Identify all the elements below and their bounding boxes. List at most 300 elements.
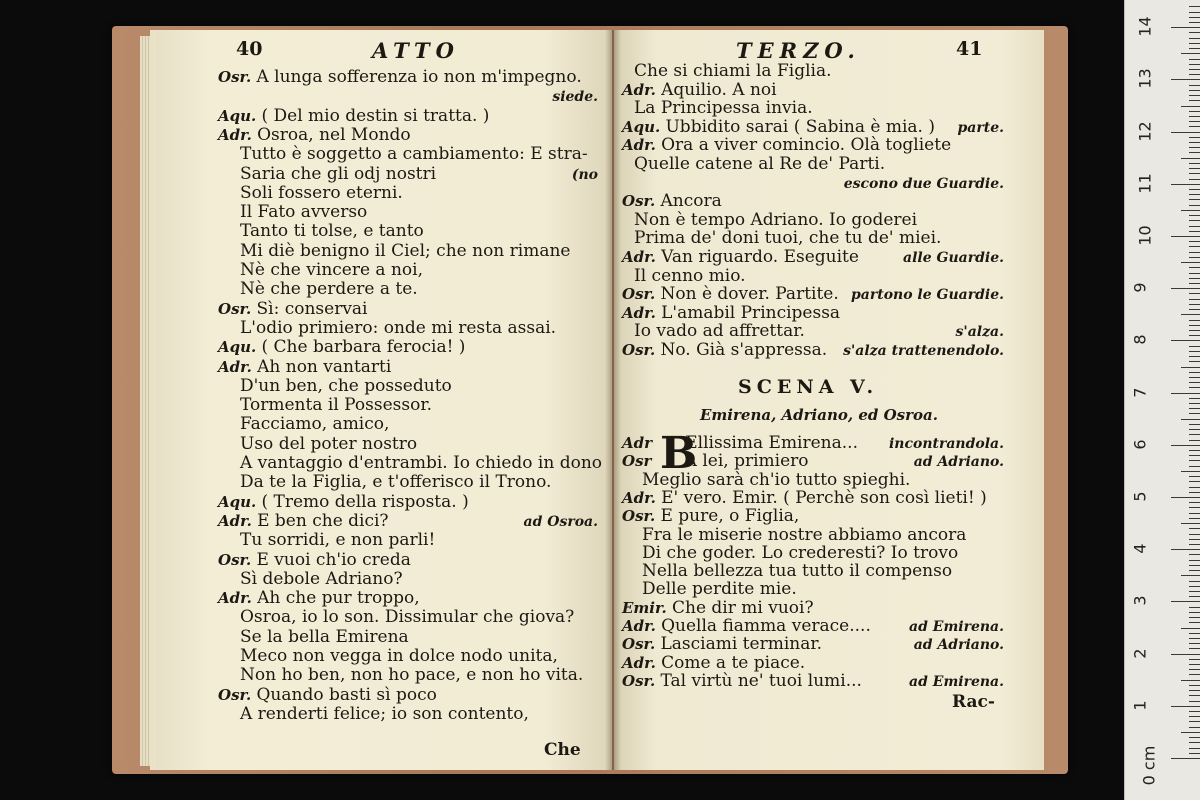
ruler-tick [1189,617,1200,618]
speaker-label: Osr. [622,507,661,526]
ruler-tick [1189,596,1200,597]
ruler-tick [1189,194,1200,195]
stage-direction: (no [571,166,598,183]
ruler-tick [1171,132,1200,133]
ruler-tick [1189,173,1200,174]
ruler-tick [1189,273,1200,274]
speaker-label: Aqu. [622,117,666,136]
stage-direction: parte. [957,119,1004,136]
ruler-tick [1189,408,1200,409]
verse-text: Il cenno mio. [634,265,746,286]
verse-text: Che si chiami la Figlia. [634,61,832,81]
ruler-tick [1189,690,1200,691]
ruler-tick [1189,283,1200,284]
text-line [622,341,827,360]
verse-text: Non è dover. Partite. [660,284,839,305]
text-line [240,435,417,454]
ruler-tick [1189,215,1200,216]
stage-direction: escono due Guardie. [843,175,1004,192]
text-line [240,396,432,415]
verse-text: Van riguardo. Eseguite [661,247,859,267]
text-line [622,248,859,267]
speaker-label: Adr. [622,303,662,322]
verse-text: Non è tempo Adriano. Io goderei [634,209,918,230]
text-line [218,551,411,570]
ruler-tick [1189,413,1200,414]
text-line [240,261,423,280]
ruler-tick [1189,69,1200,70]
ruler-tick [1189,466,1200,467]
ruler-tick [1189,43,1200,44]
ruler-number: 10 [1135,225,1155,246]
ruler-tick [1189,607,1200,608]
text-line [240,415,389,434]
verse-text: Sì debole Adriano? [240,568,403,589]
text-line [240,628,409,647]
ruler-tick [1189,695,1200,696]
stage-direction: s'alza. [955,324,1004,341]
ruler-tick [1189,633,1200,634]
text-line [622,672,862,691]
text-line [240,145,588,164]
speaker-label: Adr. [218,589,258,608]
ruler-tick [1189,737,1200,738]
verse-text: Saria che gli odj nostri [240,163,437,184]
ruler-tick [1189,168,1200,169]
verse-text: Soli fossero eterni. [240,182,403,203]
ruler-tick [1189,460,1200,461]
ruler-tick [1189,6,1200,7]
text-line [240,705,529,724]
ruler-tick [1171,601,1200,602]
ruler-tick [1189,570,1200,571]
ruler-tick [1189,142,1200,143]
verse-text: ( Che barbara ferocia! ) [261,337,466,358]
ruler-tick [1189,528,1200,529]
verse-text: E pure, o Figlia, [660,506,800,527]
ruler-tick [1189,137,1200,138]
ruler-tick [1171,27,1200,28]
text-line [622,452,809,471]
verse-text: Tanto ti tolse, e tanto [240,221,424,242]
scene-title: SCENA V. [738,376,879,398]
verse-text: Uso del poter nostro [240,433,418,454]
ruler-tick [1189,335,1200,336]
text-line [622,635,822,654]
ruler-number: 2 [1130,648,1150,659]
speaker-label: Osr. [622,285,661,304]
verse-text: E' vero. Emir. ( Perchè son così lieti! ) [661,487,987,508]
ruler-tick [1189,727,1200,728]
ruler-tick [1189,669,1200,670]
text-line [240,165,436,184]
verse-text: Non ho ben, non ho pace, e non ho vita. [240,665,584,686]
stage-direction: alle Guardie. [903,250,1004,266]
ruler-tick [1189,721,1200,722]
ruler-tick [1189,638,1200,639]
verse-text: Delle perdite mie. [642,579,797,600]
ruler-tick [1189,299,1200,300]
ruler-tick [1189,716,1200,717]
ruler-tick [1171,549,1200,550]
text-line [240,242,570,261]
ruler-tick [1189,346,1200,347]
text-line [622,285,839,304]
verse-text: Nè che vincere a noi, [240,260,423,280]
ruler-tick [1189,111,1200,112]
ruler-tick [1181,680,1200,681]
ruler-tick [1189,179,1200,180]
stage-direction: ad Adriano. [913,637,1004,654]
ruler-tick [1189,481,1200,482]
text-line [240,454,602,473]
verse-text: Prima de' doni tuoi, che tu de' miei. [634,228,942,249]
ruler-tick [1189,565,1200,566]
ruler-tick [1189,586,1200,587]
ruler-tick [1189,544,1200,545]
speaker-label: Osr. [218,299,257,318]
verse-text: Mi diè benigno il Ciel; che non rimane [240,240,571,261]
text-line [622,599,814,618]
ruler-unit-label: 0 cm [1139,745,1159,786]
text-line [240,184,403,203]
verse-text: Io vado ad affrettar. [634,321,805,342]
text-line [622,192,722,211]
verse-text: Osroa, io lo son. Dissimular che giova? [240,607,575,628]
text-line [240,647,558,666]
ruler-tick [1181,158,1200,159]
speaker-label: Aqu. [218,492,262,511]
ruler-tick [1189,450,1200,451]
text-line [218,68,582,87]
ruler-tick [1171,340,1200,341]
ruler-tick [1189,513,1200,514]
ruler-tick [1189,581,1200,582]
ruler-tick [1189,507,1200,508]
verse-text: A renderti felice; io son contento, [240,703,529,724]
ruler-number: 1 [1130,700,1150,711]
catchword: Rac- [952,692,995,712]
ruler-tick [1181,210,1200,211]
text-line [240,570,403,589]
ruler-tick [1189,382,1200,383]
ruler-tick [1189,64,1200,65]
ruler-tick [1189,189,1200,190]
ruler-tick [1189,95,1200,96]
ruler-tick [1189,711,1200,712]
verse-text: Facciamo, amico, [240,414,390,435]
text-line [218,358,391,377]
ruler-tick [1189,85,1200,86]
text-line [622,654,805,673]
ruler-tick [1171,706,1200,707]
verse-text: Il Fato avverso [240,202,368,223]
ruler-tick [1189,22,1200,23]
ruler-number: 13 [1135,68,1155,90]
verse-text: Fra le miserie nostre abbiamo ancora [642,524,967,545]
ruler-tick [1189,534,1200,535]
speaker-label: Adr. [622,617,662,635]
speaker-label: Emir. [622,598,672,617]
ruler-tick [1189,685,1200,686]
verse-text: D'un ben, che posseduto [240,375,452,396]
stage-direction: ad Adriano. [913,454,1004,471]
ruler-tick [1189,226,1200,227]
speaker-label: Adr. [218,511,258,530]
ruler-number: 5 [1130,491,1150,502]
stage-direction: s'alza trattenendolo. [843,343,1004,359]
text-line [642,526,966,545]
ruler-tick [1189,100,1200,101]
ruler-tick [1189,361,1200,362]
ruler-number: 4 [1130,543,1150,554]
ruler-tick [1189,372,1200,373]
ruler-tick [1181,314,1200,315]
ruler-tick [1189,59,1200,60]
ruler-tick [1189,48,1200,49]
text-line [622,118,935,137]
ruler-tick [1189,241,1200,242]
verse-text: No. Già s'appressa. [660,340,828,360]
right-page [614,30,1044,770]
ruler-tick [1189,257,1200,258]
verse-text: Quando basti sì poco [256,684,437,705]
speaker-label: Adr [622,434,658,452]
ruler-tick [1181,53,1200,54]
ruler-tick [1189,309,1200,310]
ruler-tick [1189,648,1200,649]
ruler-tick [1189,90,1200,91]
speaker-label: Osr. [218,68,257,86]
ruler-tick [1189,320,1200,321]
ruler-tick [1181,732,1200,733]
verse-text: Meglio sarà ch'io tutto spieghi. [642,469,911,490]
ruler-tick [1189,205,1200,206]
scene-characters: Emirena, Adriano, ed Osroa. [700,406,938,424]
text-line [622,489,987,508]
verse-text: A vantaggio d'entrambi. Io chiedo in dono [240,453,603,473]
verse-text: Tormenta il Possessor. [240,395,432,416]
ruler-tick [1181,419,1200,420]
running-head: TERZO. [736,38,861,63]
text-line [240,666,583,685]
text-line [218,300,368,319]
verse-text: Tu sorridi, e non parli! [240,530,436,551]
measurement-ruler [1124,0,1200,800]
text-line [218,107,489,126]
ruler-tick [1189,424,1200,425]
text-line [240,531,435,550]
speaker-label: Osr. [622,671,661,690]
ruler-tick [1189,325,1200,326]
ruler-tick [1189,612,1200,613]
stage-direction: ad Emirena. [909,619,1004,635]
ruler-tick [1189,434,1200,435]
speaker-label: Osr. [218,550,257,569]
verse-text: Aquilio. A noi [661,79,777,100]
text-line [634,211,917,230]
verse-text: Lasciami terminar. [660,634,823,655]
text-line [218,126,411,145]
ruler-tick [1189,74,1200,75]
gutter-shadow [605,30,621,770]
text-line [634,322,805,341]
verse-text: A lunga sofferenza io non m'impegno. [256,67,582,87]
ruler-tick [1189,126,1200,127]
text-line [622,304,840,323]
stage-direction: ad Emirena. [909,673,1004,690]
ruler-tick [1189,147,1200,148]
ruler-tick [1189,38,1200,39]
verse-text: La Principessa invia. [634,98,813,119]
ruler-tick [1189,377,1200,378]
text-line [642,562,952,581]
ruler-tick [1189,403,1200,404]
speaker-label: Osr [622,452,657,471]
ruler-tick [1181,106,1200,107]
stage-direction: siede. [552,89,598,106]
verse-text: Se la bella Emirena [240,626,409,647]
speaker-label: Adr. [218,125,258,144]
text-line [622,136,951,155]
running-head: ATTO [372,38,460,63]
ruler-tick [1189,440,1200,441]
verse-text: Tutto è soggetto a cambiamento: E stra- [240,144,588,165]
ruler-tick [1189,674,1200,675]
ruler-tick [1171,288,1200,289]
verse-text: Ubbidito sarai ( Sabina è mia. ) [665,116,935,137]
ruler-tick [1189,199,1200,200]
ruler-tick [1171,393,1200,394]
stage-direction: incontrandola. [888,436,1004,452]
text-line [642,544,958,563]
text-line [240,280,418,299]
ruler-tick [1189,554,1200,555]
verse-text: L'amabil Principessa [661,302,841,323]
ruler-tick [1189,163,1200,164]
stage-direction: partono le Guardie. [850,287,1004,304]
ruler-number: 7 [1130,387,1150,398]
ruler-number: 6 [1130,439,1150,450]
ruler-tick [1189,231,1200,232]
verse-text: Di che goder. Lo crederesti? Io trovo [642,542,959,563]
left-page [150,30,612,770]
text-line [634,99,813,118]
ruler-tick [1181,471,1200,472]
ruler-tick [1171,497,1200,498]
ruler-tick [1189,492,1200,493]
speaker-label: Adr. [622,80,662,99]
verse-text: Ora a viver comincio. Olà togliete [661,135,952,156]
text-line [634,267,746,286]
text-line [634,62,832,81]
ruler-tick [1189,246,1200,247]
text-line [622,434,858,453]
verse-text: Meco non vegga in dolce nodo unita, [240,646,558,666]
drop-capital: B [660,428,698,479]
ruler-tick [1189,701,1200,702]
ruler-tick [1189,487,1200,488]
text-line [642,580,797,599]
text-line [240,608,574,627]
ruler-tick [1181,367,1200,368]
ruler-tick [1171,758,1200,759]
verse-text: Ah che pur troppo, [257,588,420,609]
ruler-number: 8 [1130,334,1150,345]
text-line [642,471,910,490]
speaker-label: Adr. [622,248,662,266]
ruler-number: 12 [1135,120,1155,142]
ruler-tick [1189,398,1200,399]
verse-text: L'odio primiero: onde mi resta assai. [240,317,557,338]
verse-text: A lei, primiero [684,451,809,472]
ruler-number: 3 [1130,595,1150,606]
ruler-tick [1189,387,1200,388]
speaker-label: Osr. [622,192,661,211]
verse-text: E ben che dici? [257,510,389,531]
text-line [218,589,420,608]
verse-text: Che dir mi vuoi? [671,597,814,618]
ruler-tick [1181,262,1200,263]
ruler-tick [1189,659,1200,660]
ruler-tick [1189,502,1200,503]
text-line [218,512,389,531]
text-line [240,319,556,338]
ruler-tick [1189,643,1200,644]
ruler-tick [1189,121,1200,122]
ruler-tick [1189,252,1200,253]
speaker-label: Adr. [622,488,662,507]
text-line [622,81,777,100]
text-line [240,473,551,492]
page-number: 41 [956,38,983,60]
ruler-tick [1189,356,1200,357]
speaker-label: Osr. [622,341,661,359]
verse-text: Ancora [660,191,722,212]
ruler-tick [1189,560,1200,561]
ruler-tick [1189,742,1200,743]
verse-text: Da te la Figlia, e t'offerisco il Trono. [240,472,552,493]
text-line [218,338,465,357]
ruler-tick [1181,523,1200,524]
speaker-label: Osr. [622,635,661,654]
ruler-tick [1189,116,1200,117]
ruler-tick [1189,17,1200,18]
page-number: 40 [236,38,263,60]
verse-text: E vuoi ch'io creda [256,549,411,570]
ruler-tick [1171,445,1200,446]
text-line [240,222,424,241]
verse-text: Nè che perdere a te. [240,279,418,300]
ruler-tick [1189,429,1200,430]
ruler-tick [1171,184,1200,185]
ruler-number: 9 [1130,282,1150,293]
text-line [622,617,871,636]
ruler-tick [1189,518,1200,519]
text-line [622,507,799,526]
verse-text: Sì: conservai [256,298,368,319]
ruler-tick [1189,753,1200,754]
text-line [218,686,437,705]
speaker-label: Osr. [218,685,257,704]
verse-text: Quelle catene al Re de' Parti. [634,154,886,174]
text-line [218,493,469,512]
ruler-number: 14 [1135,16,1155,37]
ruler-tick [1189,304,1200,305]
ruler-tick [1189,220,1200,221]
verse-text: Osroa, nel Mondo [257,124,411,145]
verse-text: Tal virtù ne' tuoi lumi... [660,670,862,691]
